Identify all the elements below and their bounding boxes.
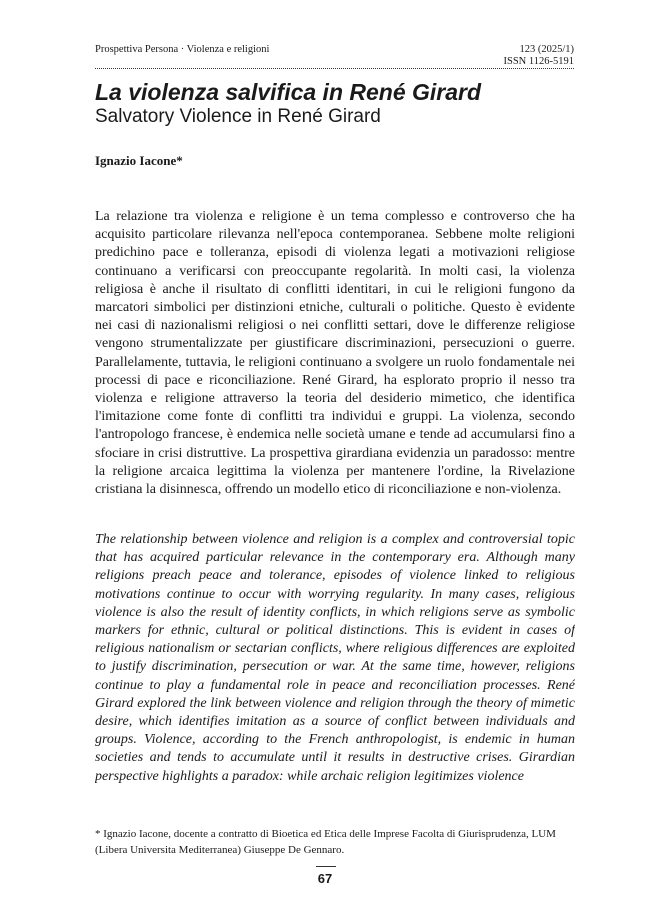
journal-name: Prospettiva Persona · Violenza e religioni [95,44,270,55]
page-number-rule [316,866,336,867]
author-name: Ignazio Iacone* [95,153,183,168]
issn: ISSN 1126-5191 [503,56,574,67]
abstract-english: The relationship between violence and religion is a complex and controversial topic that has acquired particular relevance in the contemporary era. Although many religions preach peace and tolerance, episodes of violence linked to religious motivations continue to occur with worrying regularity. In many cases, religious violence is also the result of identity conflicts, in which religions serve as symbolic markers for ethnic, cultural or political distinctions. This is evident in cases of religious nationalism or sectarian conflicts, where religious differences are exploited to justify discrimination, persecution or war. At the same time, however, religions continue to play a fundamental role in peace and reconciliation processes. René Girard explored the link between violence and religion through the theory of mimetic desire, which identifies imitation as a source of conflict between individuals and groups. Violence, according to the French anthropologist, is endemic in human societies and tends to accumulate until it results in destructive crises. Girardian perspective highlights a paradox: while archaic religion legitimizes violence [95,532,575,784]
issue-info [504,44,575,68]
author-footnote: * Ignazio Iacone, docente a contratto di Bioetica ed Etica delle Imprese Facolta di Giurisprudenza, LUM (Libera Universita Mediterranea) Giuseppe De Gennaro. [95,828,556,856]
page-number: 67 [317,871,333,886]
header-divider [95,68,574,69]
issue-number: 123 (2025/1) [519,44,574,55]
abstract-italian: La relazione tra violenza e religione è un tema complesso e controverso che ha acquisito particolare rilevanza nell'epoca contemporanea. Sebbene molte religioni predichino pace e tolleranza, episodi di violenza legati a motivazioni religiose continuano a verificarsi con preoccupante regolarità. In molti casi, la violenza religiosa è anche il risultato di conflitti identitari, in cui le religioni fungono da marcatori simbolici per distinzioni etniche, culturali o politiche. Questo è evidente nei casi di nazionalismi religiosi o nei conflitti settari, dove le differenze religiose vengono strumentalizzate per giustificare discriminazioni, persecuzioni o guerre. Parallelamente, tuttavia, le religioni continuano a svolgere un ruolo fondamentale nei processi di pace e riconciliazione. René Girard, ha esplorato proprio il nesso tra violenza e religione attraverso la teoria del desiderio mimetico, che identifica l'imitazione come fonte di conflitti tra individui e gruppi. La violenza, secondo l'antropologo francese, è endemica nelle società umane e tende ad accumularsi fino a sfociare in crisi distruttive. La prospettiva girardiana evidenzia un paradosso: mentre la religione arcaica legittima la violenza per mantenere l'ordine, la Rivelazione cristiana la disinnesca, offrendo un modello etico di riconciliazione e non-violenza. [95,209,575,498]
article-title: La violenza salvifica in René Girard [95,79,482,105]
article-subtitle: Salvatory Violence in René Girard [95,106,381,127]
